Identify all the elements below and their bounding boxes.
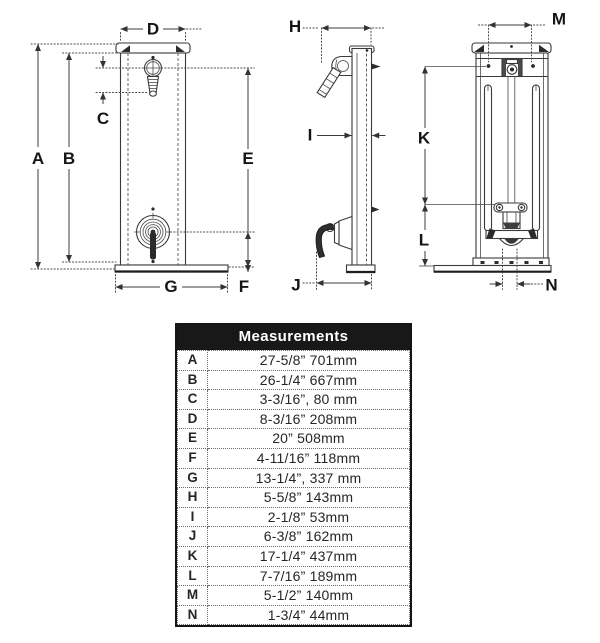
table-row [178, 448, 410, 468]
measurement-value: 1-3/4” 44mm [208, 605, 410, 625]
table-row [178, 507, 410, 527]
mount-tab-lower [372, 207, 380, 213]
dim-label-d: D [146, 19, 160, 39]
faucet-spout-side [317, 57, 352, 98]
measurement-letter: I [178, 507, 208, 527]
measurement-value: 5-5/8” 143mm [208, 488, 410, 508]
measurement-value: 4-11/16” 118mm [208, 448, 410, 468]
dim-label-h: H [288, 17, 302, 36]
measurements-grid [177, 350, 410, 625]
table-row [178, 566, 410, 586]
table-row [178, 409, 410, 429]
rear-view [434, 43, 551, 272]
measurement-value: 27-5/8” 701mm [208, 351, 410, 371]
measurement-letter: G [178, 468, 208, 488]
table-row [178, 586, 410, 606]
dim-label-i: I [307, 125, 313, 145]
table-row [178, 546, 410, 566]
measurement-value: 3-3/16”, 80 mm [208, 390, 410, 410]
dim-label-f: F [238, 277, 250, 296]
table-row [178, 468, 410, 488]
dim-label-m: M [551, 9, 567, 29]
front-view [115, 43, 228, 272]
measurement-letter: K [178, 546, 208, 566]
table-row [178, 390, 410, 410]
measurement-letter: H [178, 488, 208, 508]
measurement-value: 7-7/16” 189mm [208, 566, 410, 586]
channel-right [533, 85, 540, 231]
measurement-letter: L [178, 566, 208, 586]
dim-label-l: L [418, 230, 430, 250]
mount-tab-upper [372, 64, 381, 70]
dim-label-k: K [417, 128, 431, 148]
measurement-value: 13-1/4”, 337 mm [208, 468, 410, 488]
measurement-letter: M [178, 586, 208, 606]
measurement-letter: C [178, 390, 208, 410]
dim-label-e: E [242, 149, 254, 168]
table-row [178, 351, 410, 371]
side-view [316, 46, 380, 273]
measurement-value: 20” 508mm [208, 429, 410, 449]
measurements-table-header: Measurements [177, 325, 410, 350]
valve-side [316, 217, 352, 258]
measurement-letter: E [178, 429, 208, 449]
dim-label-b: B [62, 149, 76, 168]
measurement-value: 8-3/16” 208mm [208, 409, 410, 429]
measurement-letter: A [178, 351, 208, 371]
dim-label-j: J [291, 275, 301, 295]
measurement-value: 26-1/4” 667mm [208, 370, 410, 390]
measurements-table [175, 323, 412, 627]
technical-drawing [0, 0, 600, 312]
valve-lever [316, 224, 333, 257]
top-fitting [502, 59, 522, 77]
measurement-value: 5-1/2” 140mm [208, 586, 410, 606]
measurement-value: 2-1/8” 53mm [208, 507, 410, 527]
dim-label-n: N [545, 275, 558, 295]
table-row [178, 370, 410, 390]
measurement-letter: J [178, 527, 208, 547]
measurement-value: 17-1/4” 437mm [208, 546, 410, 566]
measurement-letter: N [178, 605, 208, 625]
table-row [178, 605, 410, 625]
table-row [178, 527, 410, 547]
dim-label-a: A [31, 149, 45, 168]
table-row [178, 488, 410, 508]
dim-label-g: G [164, 277, 178, 296]
channel-left [485, 85, 492, 231]
dim-label-c: C [96, 109, 110, 128]
measurement-value: 6-3/8” 162mm [208, 527, 410, 547]
measurement-letter: D [178, 409, 208, 429]
table-row [178, 429, 410, 449]
measurement-letter: B [178, 370, 208, 390]
measurement-letter: F [178, 448, 208, 468]
